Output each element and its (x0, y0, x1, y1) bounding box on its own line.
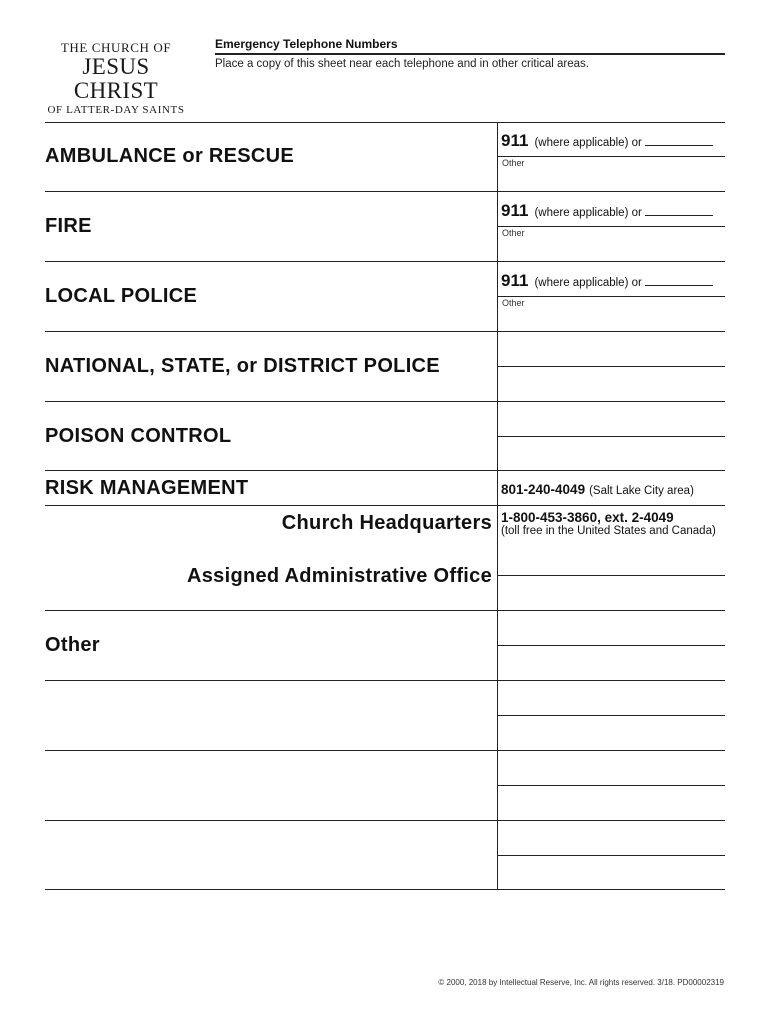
emergency-number: 911 (501, 271, 529, 290)
row-rule (45, 505, 725, 506)
alt-number-blank[interactable] (645, 276, 713, 286)
number-rule (497, 855, 725, 856)
alt-number-blank[interactable] (645, 136, 713, 146)
number-rule (497, 785, 725, 786)
number-rule (497, 366, 725, 367)
label-local-police: LOCAL POLICE (45, 285, 198, 307)
label-ambulance: AMBULANCE or RESCUE (45, 145, 295, 167)
label-risk-management: RISK MANAGEMENT (45, 477, 249, 499)
where-applicable-text: (where applicable) or (534, 207, 642, 219)
row-rule (45, 331, 725, 332)
header-rule (215, 53, 725, 55)
row-rule (45, 820, 725, 821)
headquarters-phone: 1-800-453-3860, ext. 2-4049 (501, 510, 674, 525)
police-other-caption: Other (502, 298, 525, 308)
where-applicable-text: (where applicable) or (534, 277, 642, 289)
row-rule (45, 470, 725, 471)
row-rule (45, 401, 725, 402)
logo-line-3: OF LATTER-DAY SAINTS (47, 104, 185, 116)
number-rule (497, 156, 725, 157)
row-rule (45, 680, 725, 681)
label-administrative-office: Assigned Administrative Office (187, 565, 492, 587)
label-national-police: NATIONAL, STATE, or DISTRICT POLICE (45, 355, 440, 377)
emergency-number: 911 (501, 131, 529, 150)
risk-management-phone (501, 482, 694, 497)
row-rule (45, 889, 725, 890)
label-fire: FIRE (45, 215, 92, 237)
church-logo (42, 40, 190, 117)
label-other: Other (45, 634, 100, 656)
row-rule (45, 191, 725, 192)
label-church-headquarters: Church Headquarters (281, 512, 492, 534)
alt-number-blank[interactable] (645, 206, 713, 216)
number-rule (497, 226, 725, 227)
label-poison-control: POISON CONTROL (45, 425, 232, 447)
row-rule (45, 261, 725, 262)
emergency-number: 911 (501, 201, 529, 220)
page-instructions: Place a copy of this sheet near each telephone and in other critical areas. (215, 58, 589, 70)
ambulance-number (501, 131, 713, 151)
row-rule (45, 122, 725, 123)
number-rule (497, 645, 725, 646)
copyright-footer: © 2000, 2018 by Intellectual Reserve, Inc. All rights reserved. 3/18. PD00002319 (438, 978, 724, 987)
logo-line-2: JESUS CHRIST (73, 54, 159, 103)
fire-number (501, 201, 713, 221)
row-rule (45, 750, 725, 751)
ambulance-other-caption: Other (502, 158, 525, 168)
where-applicable-text: (where applicable) or (534, 137, 642, 149)
police-number (501, 271, 713, 291)
number-rule (497, 436, 725, 437)
number-rule (497, 296, 725, 297)
page-title: Emergency Telephone Numbers (215, 37, 398, 51)
row-rule (45, 610, 725, 611)
phone-number: 801-240-4049 (501, 482, 586, 497)
fire-other-caption: Other (502, 228, 525, 238)
number-rule (497, 715, 725, 716)
headquarters-phone-note: (toll free in the United States and Canada) (501, 525, 716, 537)
phone-area-note: (Salt Lake City area) (589, 485, 694, 497)
number-rule (497, 575, 725, 576)
logo-line-1: THE CHURCH OF (60, 40, 172, 55)
